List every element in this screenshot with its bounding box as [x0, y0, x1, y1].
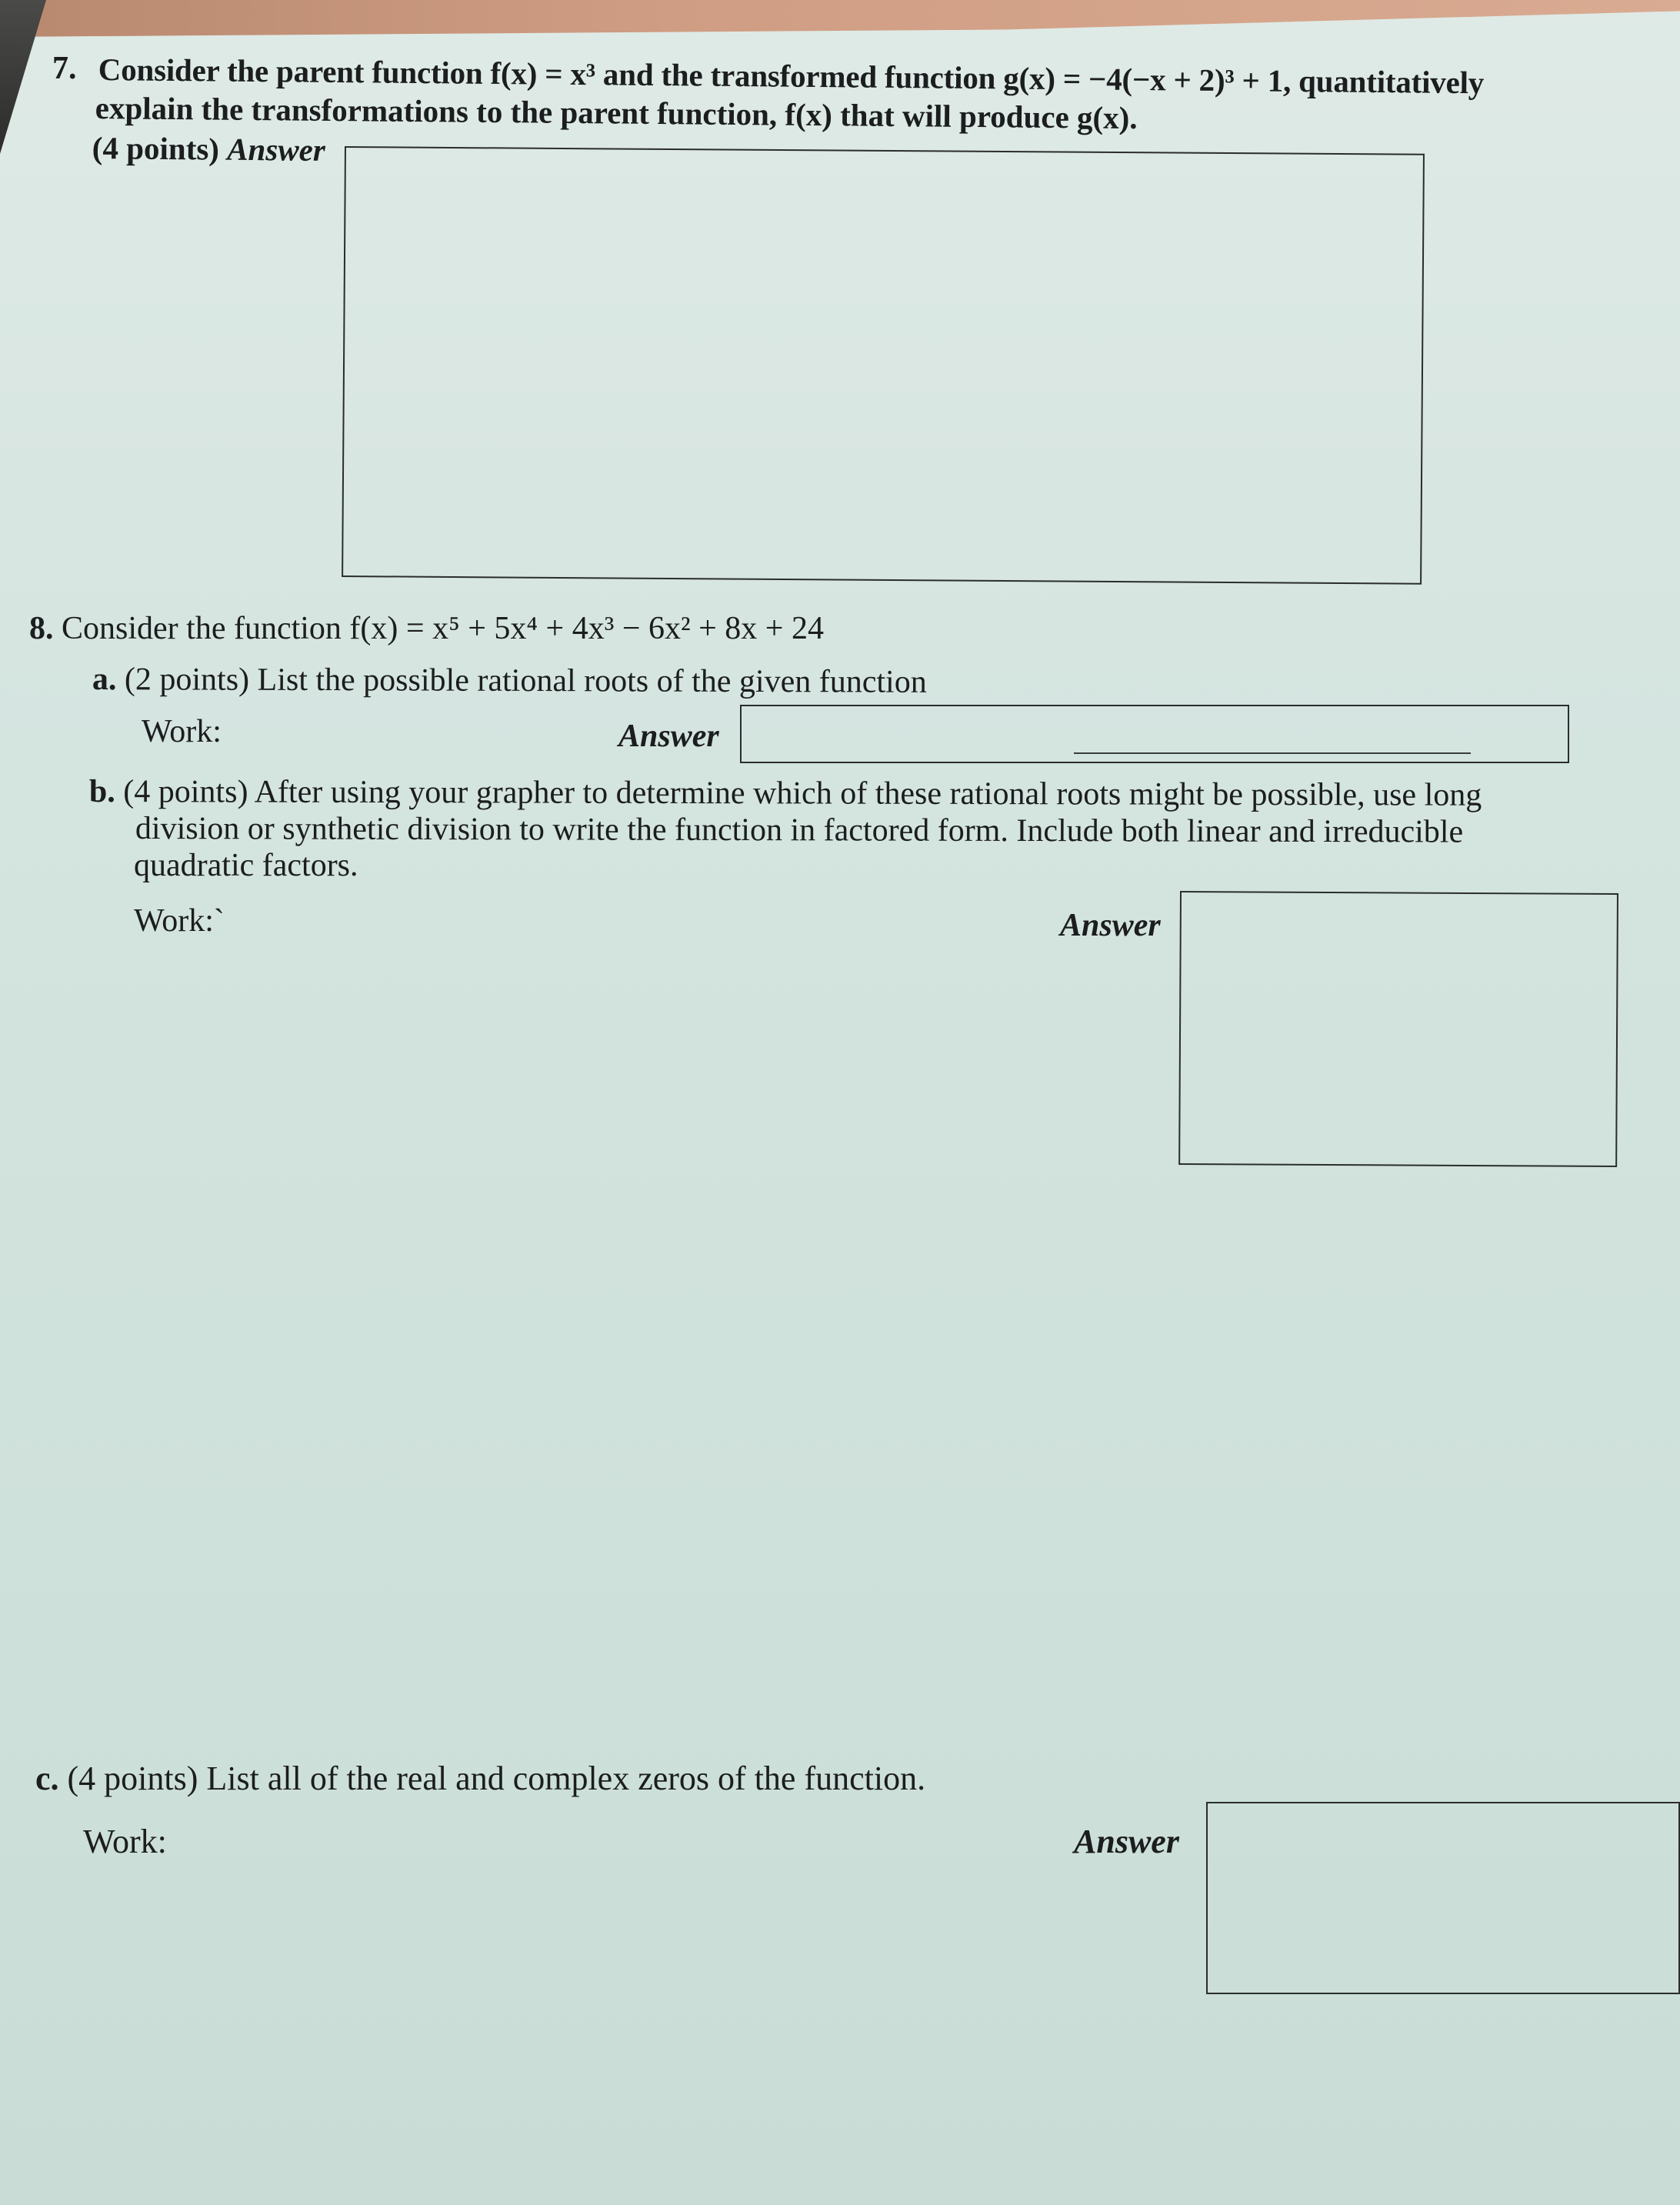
q8b-work-label: Work:`: [134, 903, 225, 939]
q8c-line: [35, 1762, 925, 1796]
q8a-text: (2 points) List the possible rational roots of the given function: [124, 662, 927, 700]
q8b-letter: b.: [88, 774, 115, 810]
q8-number: 8.: [29, 611, 54, 646]
q7-line1: Consider the parent function f(x) = x³ and the transformed function g(x) = −4(−x + 2)³ + 1, quantitatively: [98, 52, 1485, 101]
q8a-letter: a.: [92, 662, 117, 698]
q8a-work-label: Work:: [142, 714, 222, 749]
q7-number: 7.: [52, 51, 77, 86]
q8c-work-label: Work:: [83, 1823, 167, 1860]
q8a-answer-box[interactable]: [740, 705, 1569, 763]
q8a-answer-label: Answer: [618, 719, 719, 754]
q7-answer-label: Answer: [227, 131, 326, 168]
q8c-answer-box[interactable]: [1206, 1802, 1680, 1994]
q8b-line1: (4 points) After using your grapher to determine which of these rational roots might be possible, use long: [123, 774, 1482, 813]
q8c-answer-label: Answer: [1074, 1823, 1179, 1860]
q8a-line: [92, 663, 927, 699]
q8b-answer-box[interactable]: [1178, 891, 1618, 1167]
q7-answer-box[interactable]: [342, 146, 1425, 585]
q8c-text: (4 points) List all of the real and complex zeros of the function.: [67, 1760, 926, 1797]
q7-line2: explain the transformations to the parent function, f(x) that will produce g(x).: [95, 90, 1138, 136]
q8b-answer-label: Answer: [1060, 908, 1161, 943]
q8b-line2: division or synthetic division to write the function in factored form. Include both linear and irreducible: [135, 811, 1464, 850]
q8-stem-line: [29, 612, 824, 645]
q8c-letter: c.: [35, 1760, 59, 1797]
q8a-answer-line: [1074, 752, 1471, 754]
q8-stem: Consider the function f(x) = x⁵ + 5x⁴ + 4x³ − 6x² + 8x + 24: [62, 611, 824, 646]
q8b-line1-row: [89, 776, 1482, 812]
q7-points: (4 points): [92, 130, 220, 167]
q7-points-line: [92, 132, 325, 166]
q8b-line3: quadratic factors.: [134, 848, 358, 883]
